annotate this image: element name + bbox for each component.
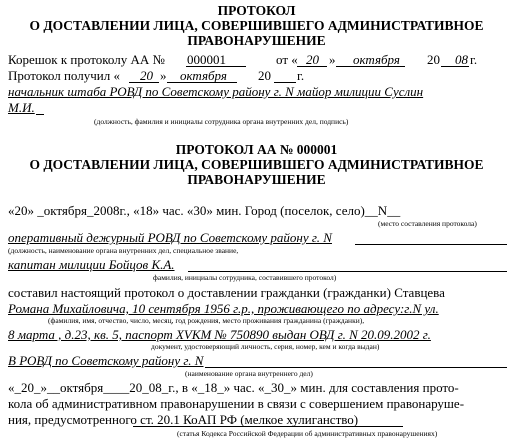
stub-received-year-suffix: г.	[297, 68, 305, 83]
stub-received-label: Протокол получил «	[8, 68, 120, 83]
stub-quote: »	[329, 52, 336, 67]
destination-line: В РОВД по Советскому району г. N	[8, 353, 204, 368]
officer-position-line: оперативный дежурный РОВД по Советскому району г. N	[8, 230, 332, 245]
stub-month: октября	[353, 52, 400, 67]
stub-received-quote: »	[160, 68, 167, 83]
protocol-subtitle: О ДОСТАВЛЕНИИ ЛИЦА, СОВЕРШИВШЕГО АДМИНИСТРАТИВНОЕ	[29, 157, 484, 172]
destination-caption: (наименование органа внутреннего дел)	[185, 369, 313, 378]
stub-day: 20	[306, 52, 319, 67]
stub-year-prefix: 20	[427, 52, 440, 67]
protocol-title: ПРОТОКОЛ АА № 000001	[175, 142, 338, 157]
stub-received-year-prefix: 20	[258, 68, 271, 83]
document-caption: документ, удостоверяющий личность, серия, номер, кем и когда выдан)	[151, 342, 380, 351]
stub-year-suffix: г.	[470, 52, 478, 67]
stub-ot-label: от «	[276, 52, 298, 67]
person-caption: (фамилия, имя, отчество, число, месяц, год рождения, место проживания гражданина (гражданки),	[48, 316, 365, 325]
officer-name-caption: фамилия, инициалы сотрудника, составившего протокол)	[153, 273, 337, 282]
person-line: Романа Михайловича, 10 сентября 1956 г.р., проживающего по адресу:г.N ул.	[8, 301, 439, 316]
stub-subtitle-2: ПРАВОНАРУШЕНИЕ	[187, 33, 326, 48]
article-line: ния, предусмотренного ст. 20.1 КоАП РФ (мелкое хулиганство)	[8, 412, 359, 427]
stub-koreshok-number: 000001	[187, 52, 226, 67]
stub-officer-line: начальник штаба РОВД по Советскому району г. N майор милиции Суслин	[8, 84, 424, 99]
purpose-line: кола об административном правонарушении в связи с совершением правонаруше-	[8, 396, 465, 411]
stub-subtitle: О ДОСТАВЛЕНИИ ЛИЦА, СОВЕРШИВШЕГО АДМИНИСТРАТИВНОЕ	[29, 18, 484, 33]
stub-officer-caption: (должность, фамилия и инициалы сотрудника органа внутренних дел, подпись)	[94, 117, 349, 126]
protocol-date-line: «20» _октября_2008г., «18» час. «30» мин. Город (поселок, село)__N__	[8, 203, 401, 218]
officer-position-caption: (должность, наименование органа внутренних дел, специальное звание,	[8, 246, 239, 255]
place-caption: (место составления протокола)	[378, 219, 477, 228]
stub-received-day: 20	[140, 68, 153, 83]
stub-year: 08	[455, 52, 468, 67]
composed-line: составил настоящий протокол о доставлении гражданки (гражданки) Ставцева	[8, 285, 445, 300]
document-line: 8 марта , д.23, кв. 5, паспорт XVКМ № 750890 выдан ОВД г. N 20.09.2002 г.	[8, 327, 431, 342]
stub-received-month: октября	[180, 68, 227, 83]
article-caption: (статья Кодекса Российской Федерации об административных правонарушениях)	[177, 429, 438, 438]
stub-officer-line-2: М.И.	[8, 100, 35, 115]
stub-koreshok-label: Корешок к протоколу АА №	[8, 52, 165, 67]
officer-name-line: капитан милиции Бойцов К.А.	[8, 257, 175, 272]
stub-title: ПРОТОКОЛ	[217, 3, 296, 18]
protocol-subtitle-2: ПРАВОНАРУШЕНИЕ	[187, 172, 326, 187]
time-line: «_20_»__октября____20_08_г., в «_18_» час. «_30_» мин. для составления прото-	[8, 380, 459, 395]
